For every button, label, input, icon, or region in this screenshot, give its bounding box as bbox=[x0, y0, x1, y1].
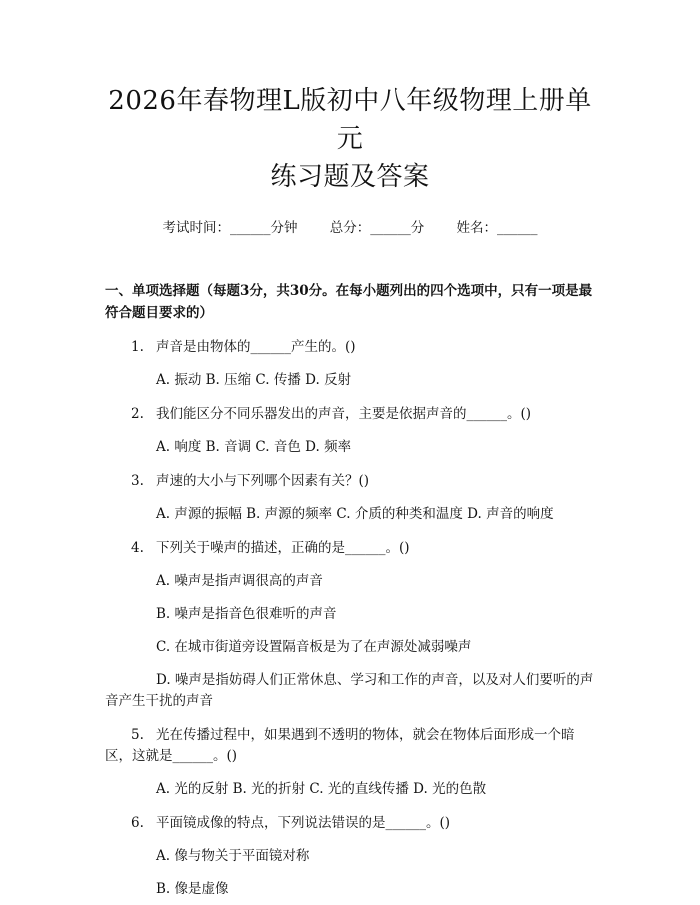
question-text: 平面镜成像的特点，下列说法错误的是______。() bbox=[156, 815, 451, 831]
question-text: 下列关于噪声的描述，正确的是______。() bbox=[156, 540, 410, 556]
question-4-option-d: D. 噪声是指妨碍人们正常休息、学习和工作的声音，以及对人们要听的声音产生干扰的声音 bbox=[105, 672, 594, 709]
question-text: 声音是由物体的______产生的。() bbox=[156, 339, 356, 355]
question-text: 光在传播过程中，如果遇到不透明的物体，就会在物体后面形成一个暗区，这就是______。() bbox=[105, 727, 575, 764]
question-6-option-b: B. 像是虚像 bbox=[156, 881, 229, 897]
question-4-option-a: A. 噪声是指声调很高的声音 bbox=[156, 573, 323, 589]
question-number: 4. bbox=[131, 540, 144, 556]
exam-score-field: 总分：______分 bbox=[329, 220, 425, 236]
question-6-option-a: A. 像与物关于平面镜对称 bbox=[156, 848, 310, 864]
question-4 bbox=[105, 538, 595, 559]
question-number: 2. bbox=[131, 406, 144, 422]
exam-name-field: 姓名：______ bbox=[456, 220, 538, 236]
question-2-options: A. 响度 B. 音调 C. 音色 D. 频率 bbox=[156, 439, 352, 455]
question-4-option-c: C. 在城市街道旁设置隔音板是为了在声源处减弱噪声 bbox=[156, 639, 472, 655]
question-text: 声速的大小与下列哪个因素有关？() bbox=[156, 473, 370, 489]
question-text: 我们能区分不同乐器发出的声音，主要是依据声音的______。() bbox=[156, 406, 532, 422]
question-number: 3. bbox=[131, 473, 144, 489]
section-heading: 一、单项选择题（每题3分，共30分。在每小题列出的四个选项中，只有一项是最符合题目要求的） bbox=[105, 283, 593, 321]
title-line-1: 2026年春物理L版初中八年级物理上册单元 bbox=[108, 86, 592, 154]
question-3 bbox=[105, 471, 595, 492]
question-5-options: A. 光的反射 B. 光的折射 C. 光的直线传播 D. 光的色散 bbox=[156, 781, 487, 797]
question-2 bbox=[105, 404, 595, 425]
question-number: 1. bbox=[131, 339, 144, 355]
title-line-2: 练习题及答案 bbox=[270, 162, 430, 192]
question-4-option-b: B. 噪声是指音色很难听的声音 bbox=[156, 606, 337, 622]
question-5 bbox=[105, 725, 595, 767]
document-title bbox=[105, 0, 595, 196]
exam-info bbox=[105, 218, 595, 238]
question-6 bbox=[105, 813, 595, 834]
question-number: 6. bbox=[131, 815, 144, 831]
question-1-options: A. 振动 B. 压缩 C. 传播 D. 反射 bbox=[156, 372, 352, 388]
question-3-options: A. 声源的振幅 B. 声源的频率 C. 介质的种类和温度 D. 声音的响度 bbox=[156, 506, 554, 522]
question-1 bbox=[105, 337, 595, 358]
exam-time-field: 考试时间：______分钟 bbox=[162, 220, 298, 236]
question-number: 5. bbox=[131, 727, 144, 743]
